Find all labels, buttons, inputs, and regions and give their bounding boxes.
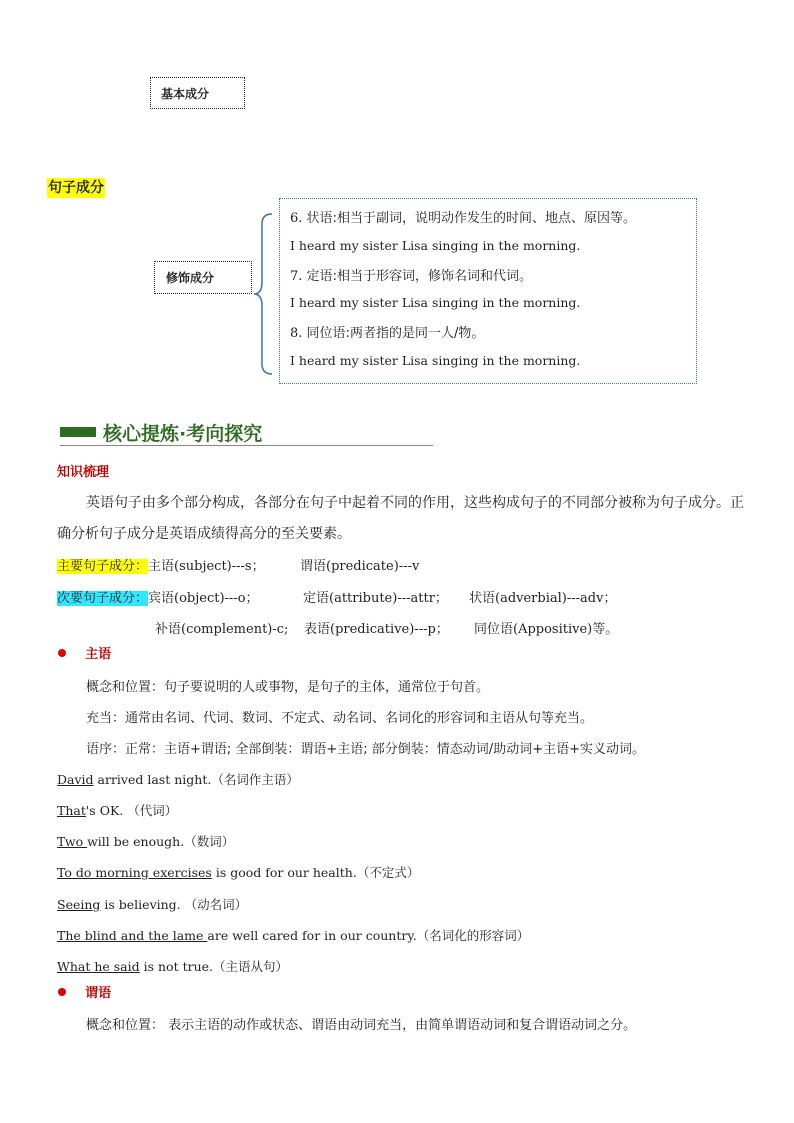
modifier-components-box: 修饰成分	[154, 261, 252, 294]
attribute-definition: 7. 定语:相当于形容词，修饰名词和代词。	[290, 269, 532, 284]
subject-concept: 概念和位置：句子要说明的人或事物，是句子的主体，通常位于句首。	[86, 680, 490, 695]
adverbial-abbrev: 状语(adverbial)---adv；	[469, 591, 617, 606]
example-line: Seeing is believing. （动名词）	[57, 897, 248, 912]
predicate-concept: 概念和位置： 表示主语的动作或状态、谓语由动词充当，由简单谓语动词和复合谓语动词之分。	[86, 1018, 637, 1033]
section-divider	[60, 445, 433, 446]
example-line: To do morning exercises is good for our health.（不定式）	[57, 865, 420, 880]
complement-abbrev: 补语(complement)-c;	[155, 622, 289, 637]
example-line: Two will be enough.（数词）	[57, 834, 235, 849]
predicative-abbrev: 表语(predicative)---p；	[304, 622, 449, 637]
main-components-label: 主要句子成分：	[57, 559, 149, 574]
intro-line-2: 确分析句子成分是英语成绩得高分的至关要素。	[57, 526, 351, 542]
appositive-example: I heard my sister Lisa singing in the morning.	[290, 353, 581, 368]
brace-icon	[252, 212, 278, 378]
section-bar-icon	[60, 427, 96, 437]
appositive-definition: 8. 同位语:两者指的是同一人/物。	[290, 326, 485, 341]
knowledge-subheading: 知识梳理	[57, 465, 110, 480]
adverbial-definition: 6. 状语:相当于副词，说明动作发生的时间、地点、原因等。	[290, 211, 636, 226]
secondary-components-line: 次要句子成分：宾语(object)---o；	[57, 591, 259, 606]
basic-components-box: 基本成分	[150, 77, 245, 109]
predicate-abbrev: 谓语(predicate)---v	[300, 559, 420, 574]
subject-fill: 充当：通常由名词、代词、数词、不定式、动名词、名词化的形容词和主语从句等充当。	[86, 711, 594, 726]
attribute-abbrev: 定语(attribute)---attr；	[303, 591, 448, 606]
example-line: The blind and the lame are well cared for in our country.（名词化的形容词）	[57, 928, 530, 943]
adverbial-example: I heard my sister Lisa singing in the morning.	[290, 238, 581, 253]
modifier-details-box	[279, 198, 697, 384]
example-line: That's OK. （代词）	[57, 803, 178, 818]
intro-line-1: 英语句子由多个部分构成，各部分在句子中起着不同的作用，这些构成句子的不同部分被称为句子成分。正	[86, 495, 744, 511]
bullet-icon	[58, 649, 66, 657]
section-title: 核心提炼·考向探究	[103, 423, 263, 445]
predicate-heading: 谓语	[58, 981, 111, 999]
subject-heading: 主语	[58, 642, 111, 660]
main-components-line: 主要句子成分：主语(subject)---s；	[57, 559, 265, 574]
subject-order: 语序：正常：主语+谓语; 全部倒装：谓语+主语; 部分倒装：情态动词/助动词+主语+实义动词。	[86, 742, 645, 757]
bullet-icon	[58, 988, 66, 996]
sentence-components-label: 句子成分	[48, 180, 104, 196]
attribute-example: I heard my sister Lisa singing in the morning.	[290, 295, 581, 310]
appositive-abbrev: 同位语(Appositive)等。	[474, 622, 619, 637]
example-line: What he said is not true.（主语从句）	[57, 959, 289, 974]
example-line: David arrived last night.（名词作主语）	[57, 772, 299, 787]
secondary-components-label: 次要句子成分：	[57, 591, 149, 606]
